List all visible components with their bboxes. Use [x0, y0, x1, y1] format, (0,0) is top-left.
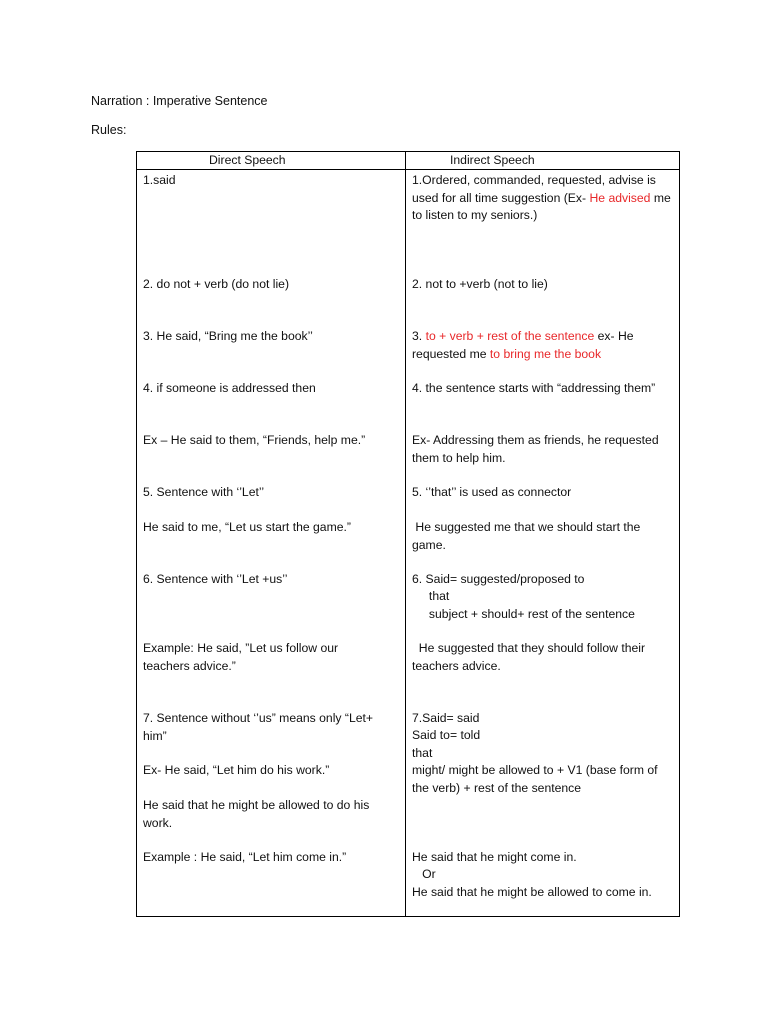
direct-rule-7-example: Ex- He said, “Let him do his work.”: [143, 763, 330, 777]
speech-rules-table: [136, 151, 680, 917]
indirect-rule-1-text: 1.Ordered, commanded, requested, advise is used for all time suggestion (Ex-: [412, 173, 656, 205]
indirect-rule-2: 2. not to +verb (not to lie): [412, 277, 548, 291]
direct-rule-5: 5. Sentence with ‘’Let’’: [143, 485, 265, 499]
indirect-rule-6-line-3: subject + should+ rest of the sentence: [412, 607, 635, 621]
page-title: Narration : Imperative Sentence: [91, 94, 268, 108]
direct-rule-8-example: Example : He said, “Let him come in.”: [143, 850, 347, 864]
direct-speech-column: [137, 170, 406, 917]
direct-rule-1: 1.said: [143, 173, 176, 187]
indirect-rule-5: 5. ‘’that’’ is used as connector: [412, 485, 572, 499]
indirect-rule-8-line-3: He said that he might be allowed to come in.: [412, 885, 652, 899]
indirect-speech-column: [406, 170, 680, 917]
table-header-row: [137, 152, 680, 170]
indirect-rule-7-line-2: Said to= told: [412, 728, 481, 742]
header-indirect-speech: Indirect Speech: [406, 152, 680, 170]
indirect-rule-4-example: Ex- Addressing them as friends, he requested them to help him.: [412, 433, 659, 465]
direct-rule-6: 6. Sentence with ‘’Let +us’’: [143, 572, 288, 586]
direct-rule-7-result: He said that he might be allowed to do his work.: [143, 798, 370, 830]
table-body-row: [137, 170, 680, 917]
indirect-rule-1-highlight: He advised: [589, 190, 651, 205]
indirect-rule-7-line-3: that: [412, 746, 433, 760]
indirect-rule-4: 4. the sentence starts with “addressing them”: [412, 381, 656, 395]
indirect-rule-3: [412, 328, 673, 363]
indirect-rule-7-line-1: 7.Said= said: [412, 711, 480, 725]
indirect-rule-6-example: He suggested that they should follow their teachers advice.: [412, 641, 649, 673]
direct-rule-4-example: Ex – He said to them, “Friends, help me.”: [143, 433, 366, 447]
indirect-rule-5-example: He suggested me that we should start the game.: [412, 520, 644, 552]
indirect-rule-3-highlight-example: to bring me the book: [489, 346, 602, 361]
indirect-rule-8-line-1: He said that he might come in.: [412, 850, 577, 864]
indirect-rule-7-line-4: might/ might be allowed to + V1 (base form of the verb) + rest of the sentence: [412, 763, 658, 795]
header-direct-speech: Direct Speech: [137, 152, 406, 170]
indirect-rule-8-line-2: Or: [412, 867, 436, 881]
direct-rule-6-example: Example: He said, ”Let us follow our teachers advice.”: [143, 641, 339, 673]
indirect-rule-1-text-end: me to listen to my seniors.): [412, 190, 671, 222]
direct-rule-2: 2. do not + verb (do not lie): [143, 277, 290, 291]
indirect-rule-3-text: ex- He requested me: [412, 329, 634, 361]
rules-label: Rules:: [91, 123, 127, 137]
direct-rule-5-example: He said to me, “Let us start the game.”: [143, 520, 351, 534]
direct-rule-4: 4. if someone is addressed then: [143, 381, 316, 395]
direct-rule-7: 7. Sentence without ‘’us” means only “Let+ him”: [143, 711, 373, 743]
indirect-rule-1: [412, 172, 671, 225]
indirect-rule-3-highlight: to + verb + rest of the sentence: [425, 329, 598, 343]
indirect-rule-3-number: 3.: [412, 329, 426, 343]
indirect-rule-6-line-1: 6. Said= suggested/proposed to: [412, 572, 585, 586]
direct-rule-3: 3. He said, “Bring me the book’’: [143, 329, 313, 343]
indirect-rule-6-line-2: that: [412, 589, 450, 603]
